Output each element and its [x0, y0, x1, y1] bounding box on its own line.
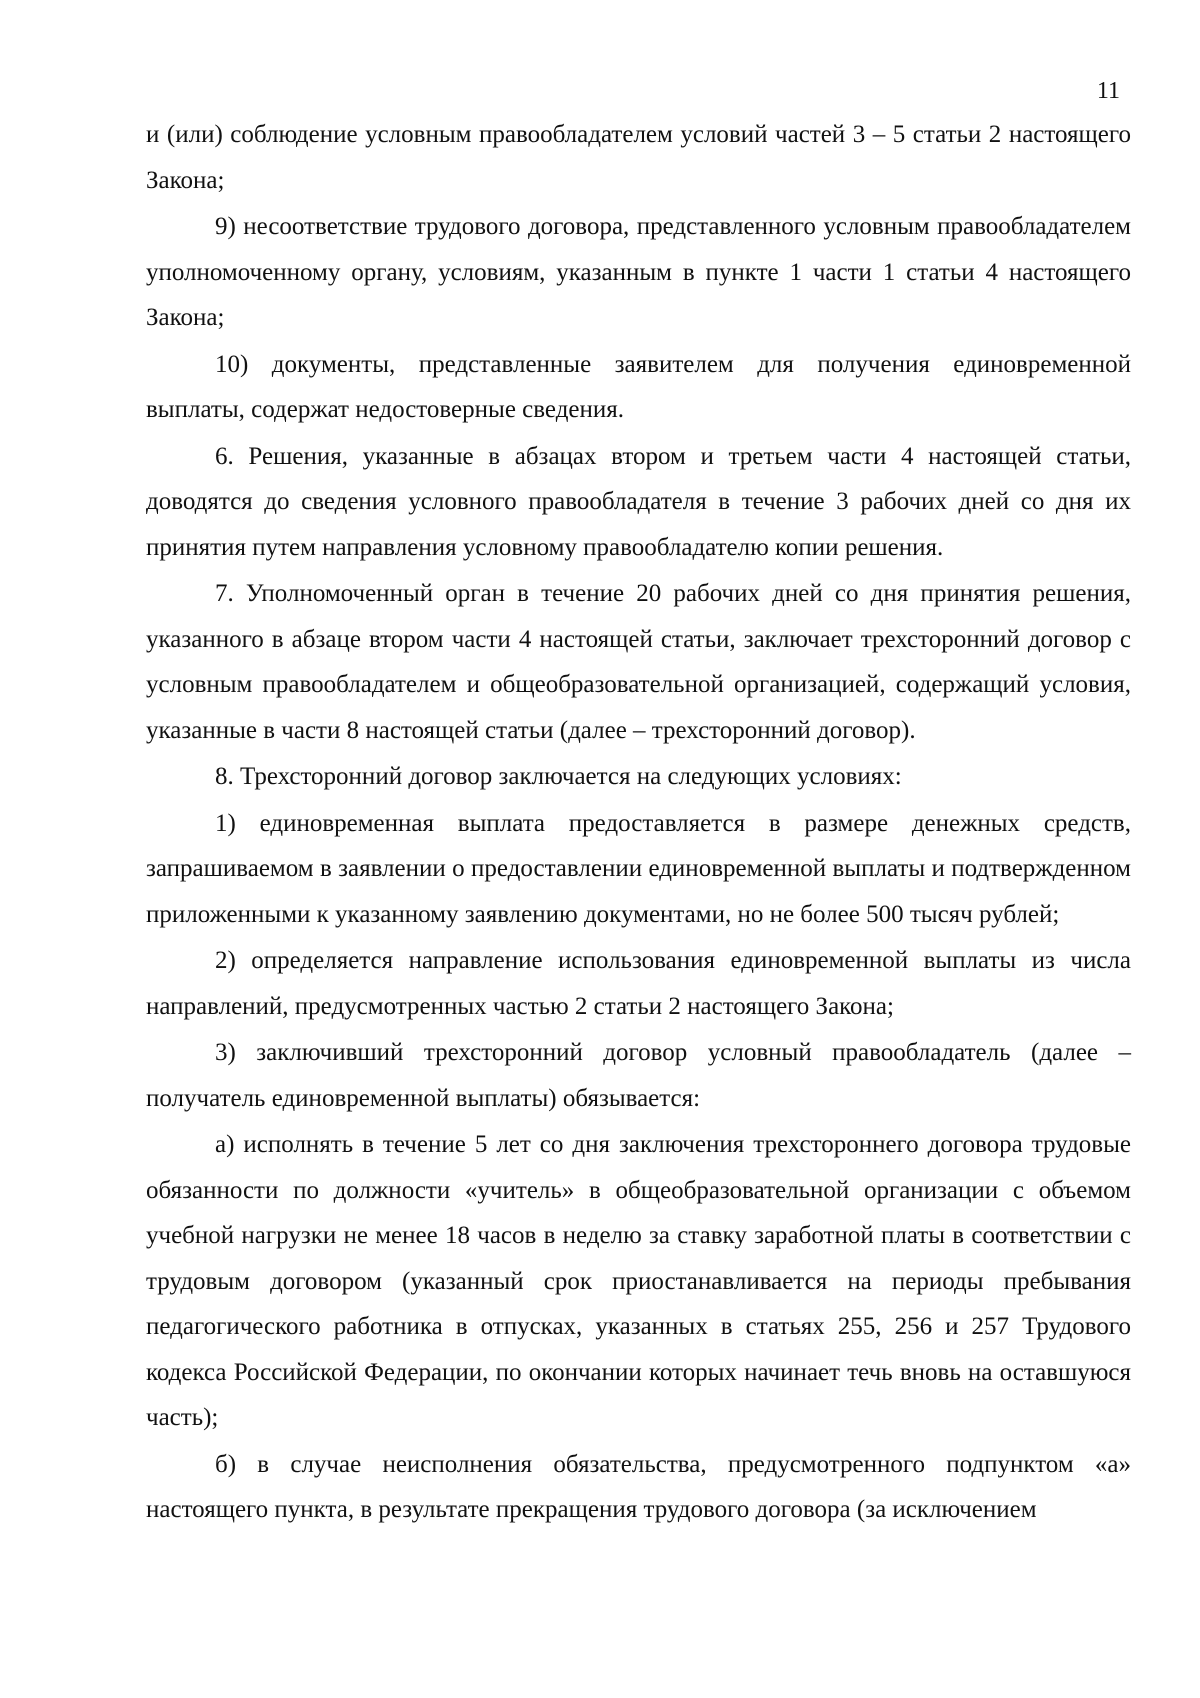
paragraph-part-8: 8. Трехсторонний договор заключается на следующих условиях:	[215, 763, 902, 790]
paragraph-item-10: 10) документы, представленные заявителем для получения единовременной выплаты, содержат недостоверные сведения.	[146, 350, 1131, 423]
paragraph-continuation: и (или) соблюдение условным правообладателем условий частей 3 – 5 статьи 2 настоящего Закона;	[146, 121, 1131, 194]
page-number: 11	[1096, 78, 1120, 104]
paragraph-item-9: 9) несоответствие трудового договора, представленного условным правообладателем уполномоченному органу, условиям, указанным в пункте 1 части 1 статьи 4 настоящего Закона;	[146, 213, 1131, 331]
paragraph-subitem-b: б) в случае неисполнения обязательства, предусмотренного подпунктом «а» настоящего пункта, в результате прекращения трудового договора (за исключением	[146, 1450, 1131, 1523]
paragraph-condition-1: 1) единовременная выплата предоставляется в размере денежных средств, запрашиваемом в заявлении о предоставлении единовременной выплаты и подтвержденном приложенными к указанному заявлению документами, но не более 500 тысяч рублей;	[146, 809, 1131, 928]
paragraph-part-6: 6. Решения, указанные в абзацах втором и третьем части 4 настоящей статьи, доводятся до сведения условного правообладателя в течение 3 рабочих дней со дня их принятия путем направления условному правообладателю копии решения.	[146, 442, 1131, 561]
paragraph-part-7: 7. Уполномоченный орган в течение 20 рабочих дней со дня принятия решения, указанного в абзаце втором части 4 настоящей статьи, заключает трехсторонний договор с условным правообладателем и общеобразовательной организацией, содержащий условия, указанные в части 8 настоящей статьи (далее – трехсторонний договор).	[146, 580, 1131, 744]
document-body	[146, 112, 1131, 1534]
paragraph-subitem-a: а) исполнять в течение 5 лет со дня заключения трехстороннего договора трудовые обязанности по должности «учитель» в общеобразовательной организации с объемом учебной нагрузки не менее 18 часов в неделю за ставку заработной платы в соответствии с трудовым договором (указанный срок приостанавливается на периоды пребывания педагогического работника в отпусках, указанных в статьях 255, 256 и 257 Трудового кодекса Российской Федерации, по окончании которых начинает течь вновь на оставшуюся часть);	[146, 1131, 1131, 1431]
paragraph-condition-3: 3) заключивший трехсторонний договор условный правообладатель (далее – получатель единовременной выплаты) обязывается:	[146, 1039, 1131, 1112]
paragraph-condition-2: 2) определяется направление использования единовременной выплаты из числа направлений, предусмотренных частью 2 статьи 2 настоящего Закона;	[146, 947, 1131, 1020]
